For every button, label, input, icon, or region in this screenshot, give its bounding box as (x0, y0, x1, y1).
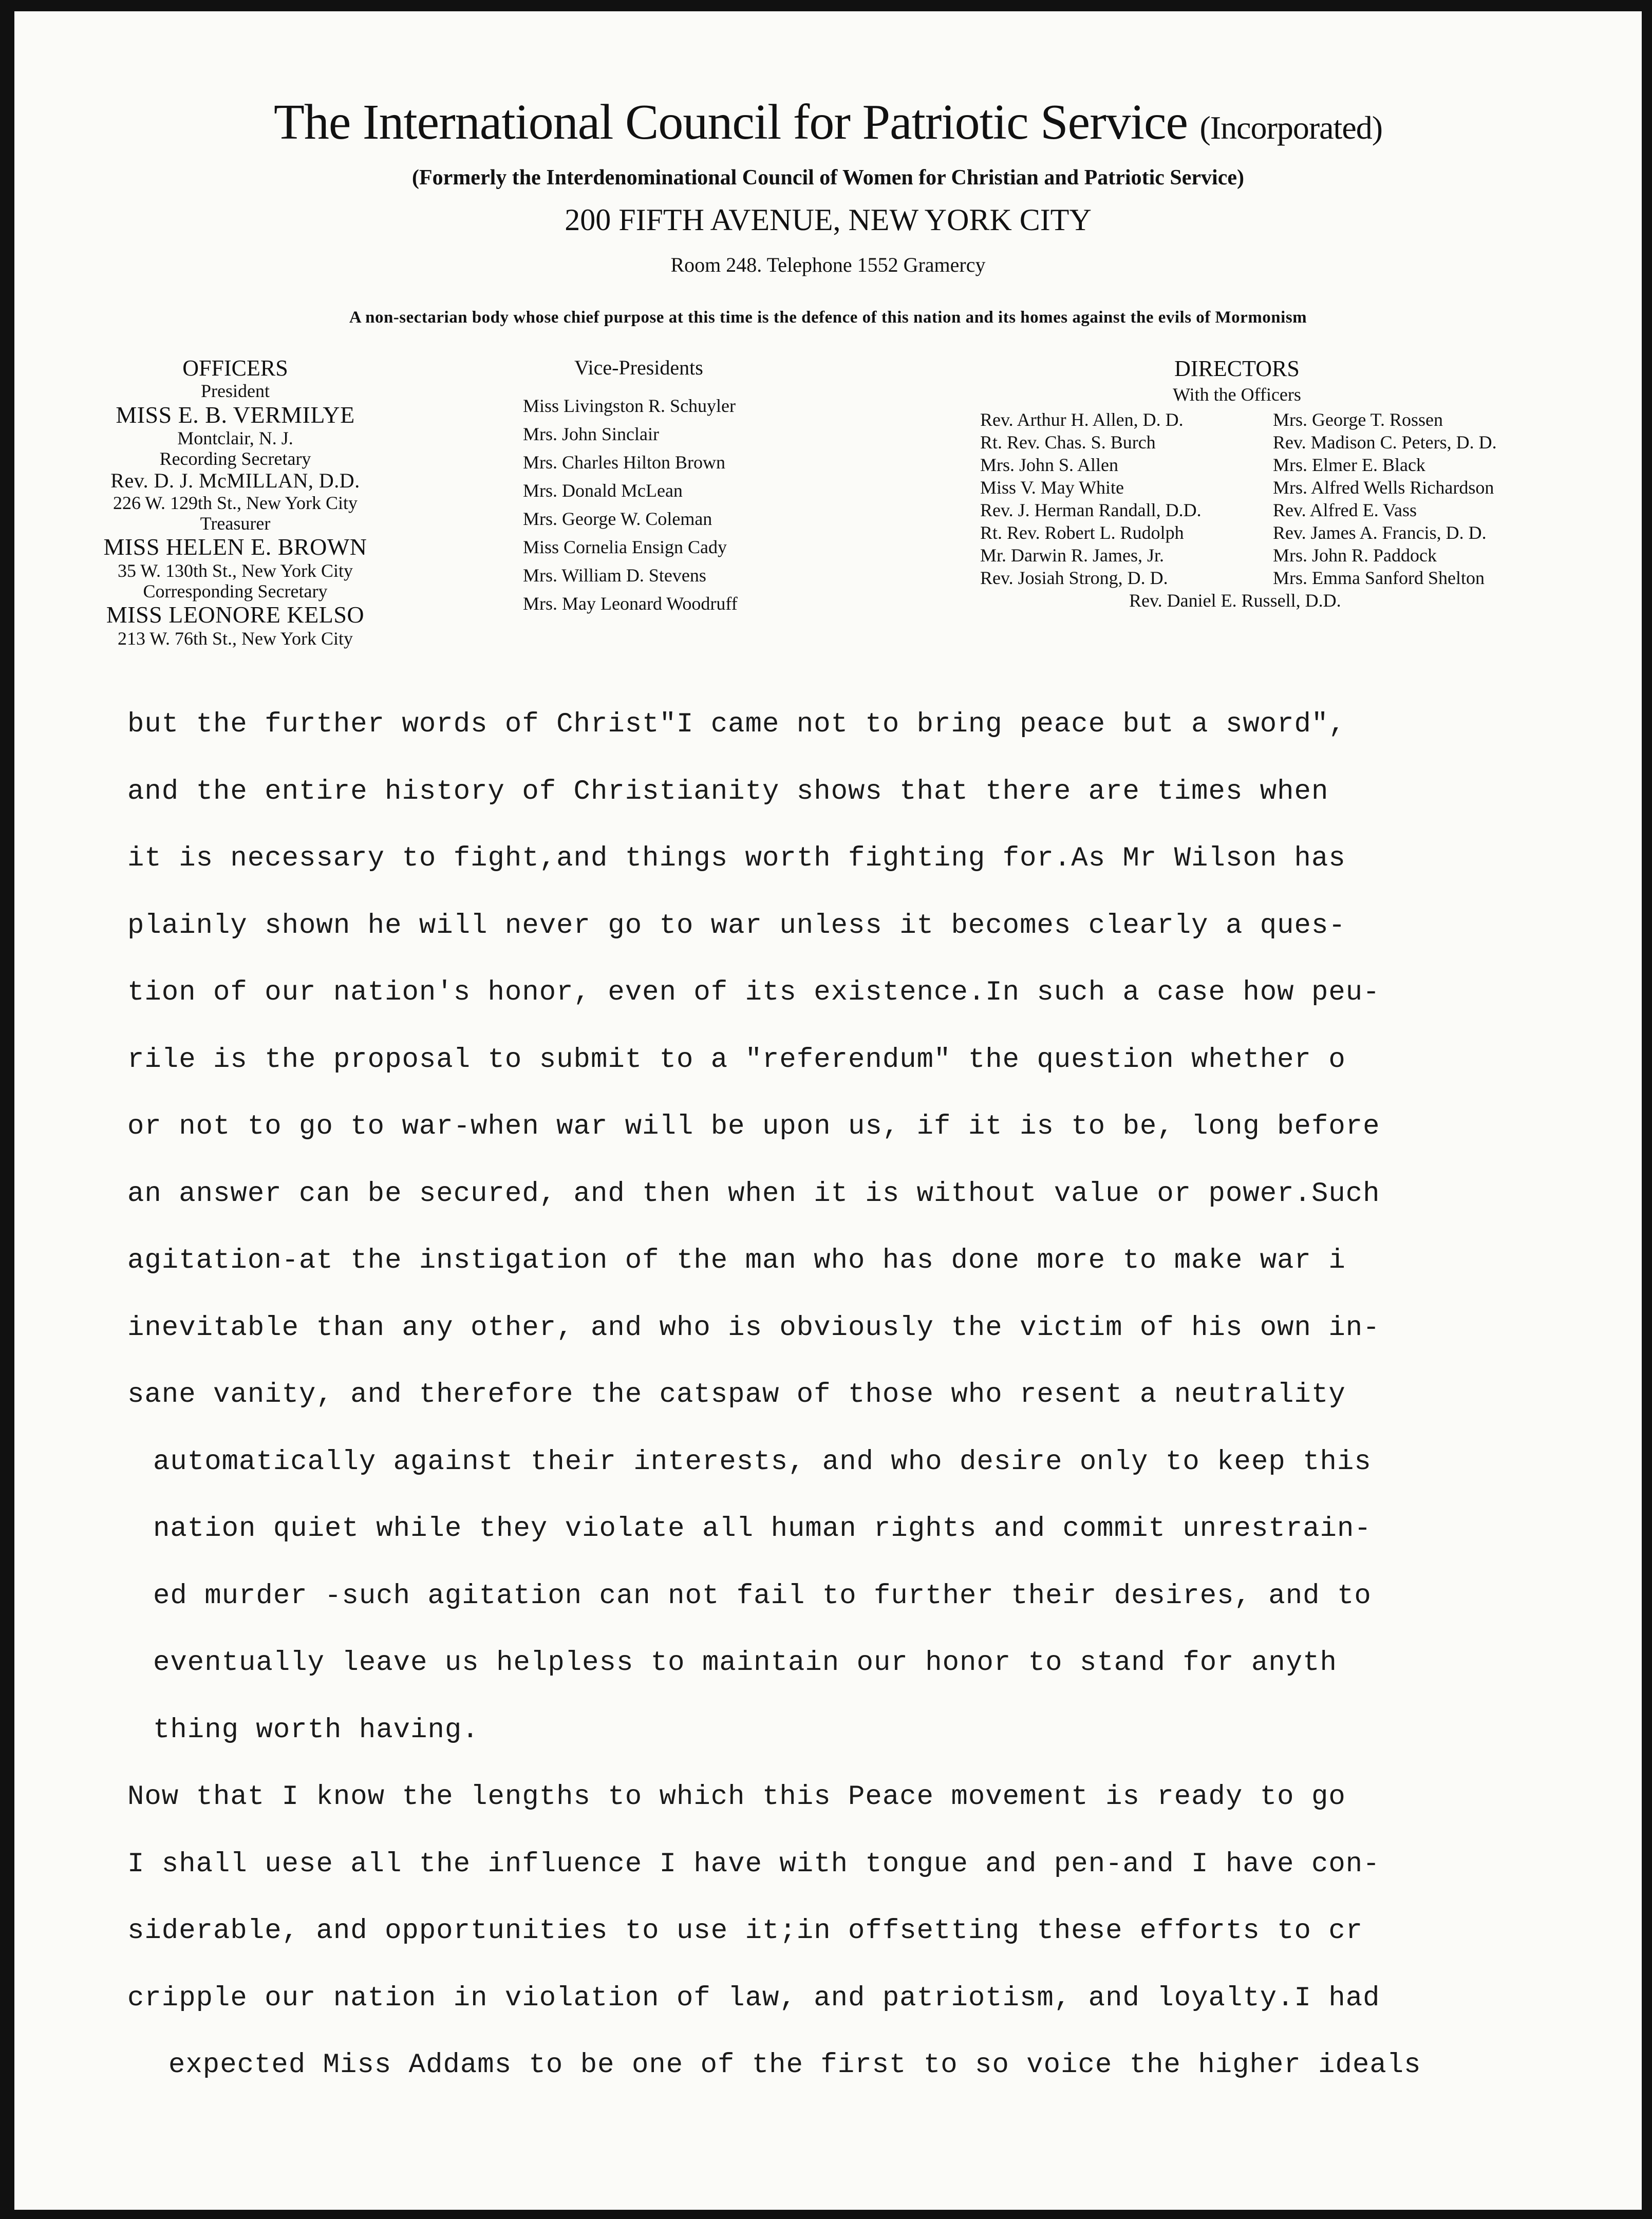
list-item: Rev. Madison C. Peters, D. D. (1273, 432, 1497, 453)
body-line: cripple our nation in violation of law, and patriotism, and loyalty.I had (127, 1982, 1380, 2014)
list-item: Mrs. William D. Stevens (523, 565, 706, 586)
vice-presidents-column (523, 355, 872, 618)
recording-secretary-address: 226 W. 129th St., New York City (112, 492, 358, 513)
list-item: Mr. Darwin R. James, Jr. (980, 545, 1164, 566)
body-line: Now that I know the lengths to which this Peace movement is ready to go (127, 1781, 1346, 1813)
body-line: an answer can be secured, and then when it is without value or power.Such (127, 1178, 1380, 1210)
purpose-statement: A non-sectarian body whose chief purpose at this time is the defence of this nation and its homes against the evils of Mormonism (349, 308, 1307, 327)
body-line: it is necessary to fight,and things worth fighting for.As Mr Wilson has (127, 843, 1346, 874)
treasurer-name: MISS HELEN E. BROWN (103, 534, 367, 560)
room-telephone: Room 248. Telephone 1552 Gramercy (670, 253, 986, 276)
street-address: 200 FIFTH AVENUE, NEW YORK CITY (565, 203, 1092, 237)
corresponding-secretary-role: Corresponding Secretary (143, 580, 328, 601)
body-line: but the further words of Christ"I came not to bring peace but a sword", (127, 709, 1346, 740)
body-line: ed murder -such agitation can not fail to further their desires, and to (153, 1580, 1372, 1612)
officers-column (91, 355, 379, 649)
body-line: sane vanity, and therefore the catspaw of those who resent a neutrality (127, 1379, 1346, 1411)
list-item: Mrs. Charles Hilton Brown (523, 452, 725, 473)
list-item: Rev. Alfred E. Vass (1273, 500, 1417, 520)
list-item: Mrs. George W. Coleman (523, 509, 712, 529)
list-item: Rev. Josiah Strong, D. D. (980, 568, 1168, 588)
former-name: (Formerly the Interdenominational Council of Women for Christian and Patriotic Service) (412, 166, 1244, 190)
list-item: Mrs. May Leonard Woodruff (523, 593, 738, 614)
body-line: thing worth having. (153, 1714, 479, 1746)
list-item: Rev. Daniel E. Russell, D.D. (1129, 590, 1341, 611)
body-line: siderable, and opportunities to use it;in offsetting these efforts to cr (127, 1915, 1363, 1947)
body-line: eventually leave us helpless to maintain our honor to stand for anyth (153, 1647, 1337, 1679)
list-item: Miss Livingston R. Schuyler (523, 396, 736, 416)
list-item: Mrs. Elmer E. Black (1273, 455, 1425, 475)
recording-secretary-name: Rev. D. J. McMILLAN, D.D. (110, 468, 360, 492)
recording-secretary-role: Recording Secretary (159, 448, 311, 469)
list-item: Rt. Rev. Chas. S. Burch (980, 432, 1156, 453)
directors-heading: DIRECTORS (1174, 356, 1300, 381)
list-item: Mrs. Emma Sanford Shelton (1273, 568, 1485, 588)
body-line: plainly shown he will never go to war unless it becomes clearly a ques- (127, 910, 1346, 942)
officers-heading: OFFICERS (182, 355, 288, 381)
body-line: or not to go to war-when war will be upon us, if it is to be, long before (127, 1111, 1380, 1142)
treasurer-address: 35 W. 130th St., New York City (117, 560, 353, 581)
body-line: automatically against their interests, and who desire only to keep this (153, 1446, 1372, 1478)
body-line: nation quiet while they violate all human rights and commit unrestrain- (153, 1513, 1372, 1545)
incorporated-note: (Incorporated) (1199, 109, 1383, 146)
list-item: Mrs. John R. Paddock (1273, 545, 1437, 566)
list-item: Mrs. John S. Allen (980, 455, 1119, 475)
body-line: inevitable than any other, and who is obviously the victim of his own in- (127, 1312, 1380, 1344)
list-item: Mrs. Alfred Wells Richardson (1273, 477, 1494, 498)
directors-list (980, 408, 1591, 589)
list-item: Miss Cornelia Ensign Cady (523, 537, 727, 557)
organization-name: The International Council for Patriotic Service (273, 95, 1188, 150)
list-item: Rt. Rev. Robert L. Rudolph (980, 522, 1184, 543)
body-line: tion of our nation's honor, even of its existence.In such a case how peu- (127, 977, 1380, 1008)
list-item: Miss V. May White (980, 477, 1124, 498)
vice-presidents-list (523, 392, 872, 618)
list-item: Mrs. George T. Rossen (1273, 409, 1443, 430)
president-name: MISS E. B. VERMILYE (116, 401, 355, 428)
letterhead-title (14, 93, 1642, 151)
corresponding-secretary-address: 213 W. 76th St., New York City (117, 628, 353, 649)
treasurer-role: Treasurer (200, 513, 271, 534)
president-address: Montclair, N. J. (177, 428, 293, 449)
list-item: Rev. Arthur H. Allen, D. D. (980, 409, 1184, 430)
body-line: rile is the proposal to submit to a "referendum" the question whether o (127, 1044, 1346, 1076)
directors-column (980, 355, 1591, 612)
letter-page (14, 11, 1642, 2210)
vice-presidents-heading: Vice-Presidents (574, 356, 703, 379)
directors-subheading: With the Officers (1173, 384, 1301, 405)
body-line: agitation-at the instigation of the man who has done more to make war i (127, 1245, 1346, 1276)
list-item: Mrs. John Sinclair (523, 424, 659, 444)
corresponding-secretary-name: MISS LEONORE KELSO (106, 601, 365, 628)
body-line: I shall uese all the influence I have with tongue and pen-and I have con- (127, 1848, 1380, 1880)
letter-body (127, 709, 1607, 2117)
body-line: expected Miss Addams to be one of the first to so voice the higher ideals (168, 2049, 1421, 2081)
president-role: President (201, 381, 270, 402)
list-item: Mrs. Donald McLean (523, 480, 683, 501)
list-item: Rev. James A. Francis, D. D. (1273, 522, 1487, 543)
body-line: and the entire history of Christianity shows that there are times when (127, 776, 1329, 807)
list-item: Rev. J. Herman Randall, D.D. (980, 500, 1202, 520)
